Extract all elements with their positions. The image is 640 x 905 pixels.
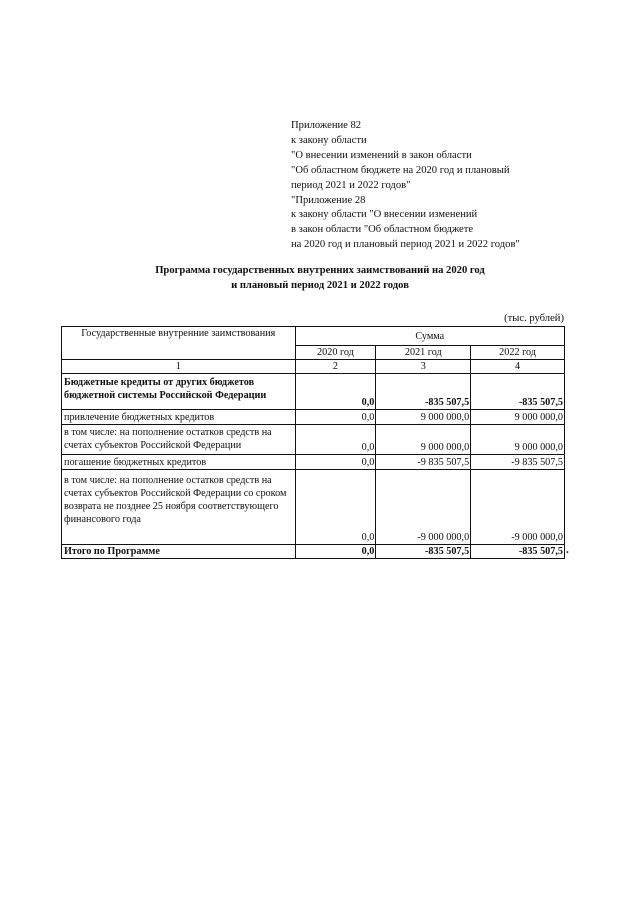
appendix-line: "Об областном бюджете на 2020 год и плановый [291, 164, 510, 176]
table-column-numbers-row [62, 360, 565, 374]
row-label: привлечение бюджетных кредитов [62, 410, 296, 425]
header-borrowings: Государственные внутренние заимствования [62, 327, 296, 360]
total-label: Итого по Программе [62, 545, 296, 559]
table-row [62, 410, 565, 425]
cell-2020: 0,0 [295, 410, 376, 425]
cell-2022: 9 000 000,0 [471, 425, 565, 455]
cell-2020: 0,0 [295, 455, 376, 470]
scan-mark: • [566, 548, 569, 557]
units-label: (тыс. рублей) [504, 313, 564, 324]
cell-2021: -835 507,5 [376, 374, 471, 410]
total-2022: -835 507,5 [471, 545, 565, 559]
cell-2021: -9 000 000,0 [376, 470, 471, 545]
cell-2021: -9 835 507,5 [376, 455, 471, 470]
table-row [62, 470, 565, 545]
cell-2020: 0,0 [295, 470, 376, 545]
cell-2021: 9 000 000,0 [376, 425, 471, 455]
appendix-line: "Приложение 28 [291, 194, 366, 206]
cell-2020: 0,0 [295, 425, 376, 455]
cell-2020: 0,0 [295, 374, 376, 410]
table-row [62, 374, 565, 410]
appendix-line: период 2021 и 2022 годов" [291, 179, 411, 191]
row-label: погашение бюджетных кредитов [62, 455, 296, 470]
header-year-2022: 2022 год [471, 346, 565, 360]
cell-2022: -835 507,5 [471, 374, 565, 410]
document-title [60, 263, 580, 293]
cell-2022: -9 835 507,5 [471, 455, 565, 470]
appendix-reference [291, 119, 520, 253]
appendix-line: к закону области [291, 134, 367, 146]
header-year-2021: 2021 год [376, 346, 471, 360]
column-number: 4 [471, 360, 565, 374]
table-row [62, 425, 565, 455]
cell-2021: 9 000 000,0 [376, 410, 471, 425]
header-sum: Сумма [295, 327, 564, 346]
row-label: в том числе: на пополнение остатков средств на счетах субъектов Российской Федерации [62, 425, 296, 455]
table-row [62, 455, 565, 470]
appendix-line: в закон области "Об областном бюджете [291, 224, 474, 236]
appendix-line: Приложение 82 [291, 120, 362, 131]
column-number: 2 [295, 360, 376, 374]
row-label: в том числе: на пополнение остатков средств на счетах субъектов Российской Федерации со сроком возврата не позднее 25 ноября соответствующего финансового года [62, 470, 296, 545]
row-label: Бюджетные кредиты от других бюджетов бюджетной системы Российской Федерации [62, 374, 296, 410]
title-line-1: Программа государственных внутренних заимствований на 2020 год [155, 265, 485, 276]
title-line-2: и плановый период 2021 и 2022 годов [231, 280, 409, 291]
column-number: 3 [376, 360, 471, 374]
cell-2022: -9 000 000,0 [471, 470, 565, 545]
appendix-line: к закону области "О внесении изменений [291, 209, 478, 221]
appendix-line: "О внесении изменений в закон области [291, 149, 472, 161]
column-number: 1 [62, 360, 296, 374]
table-header-row [62, 327, 565, 346]
borrowings-table [61, 326, 565, 559]
table-total-row [62, 545, 565, 559]
cell-2022: 9 000 000,0 [471, 410, 565, 425]
appendix-line: на 2020 год и плановый период 2021 и 2022 годов" [291, 239, 520, 251]
header-year-2020: 2020 год [295, 346, 376, 360]
total-2021: -835 507,5 [376, 545, 471, 559]
total-2020: 0,0 [295, 545, 376, 559]
